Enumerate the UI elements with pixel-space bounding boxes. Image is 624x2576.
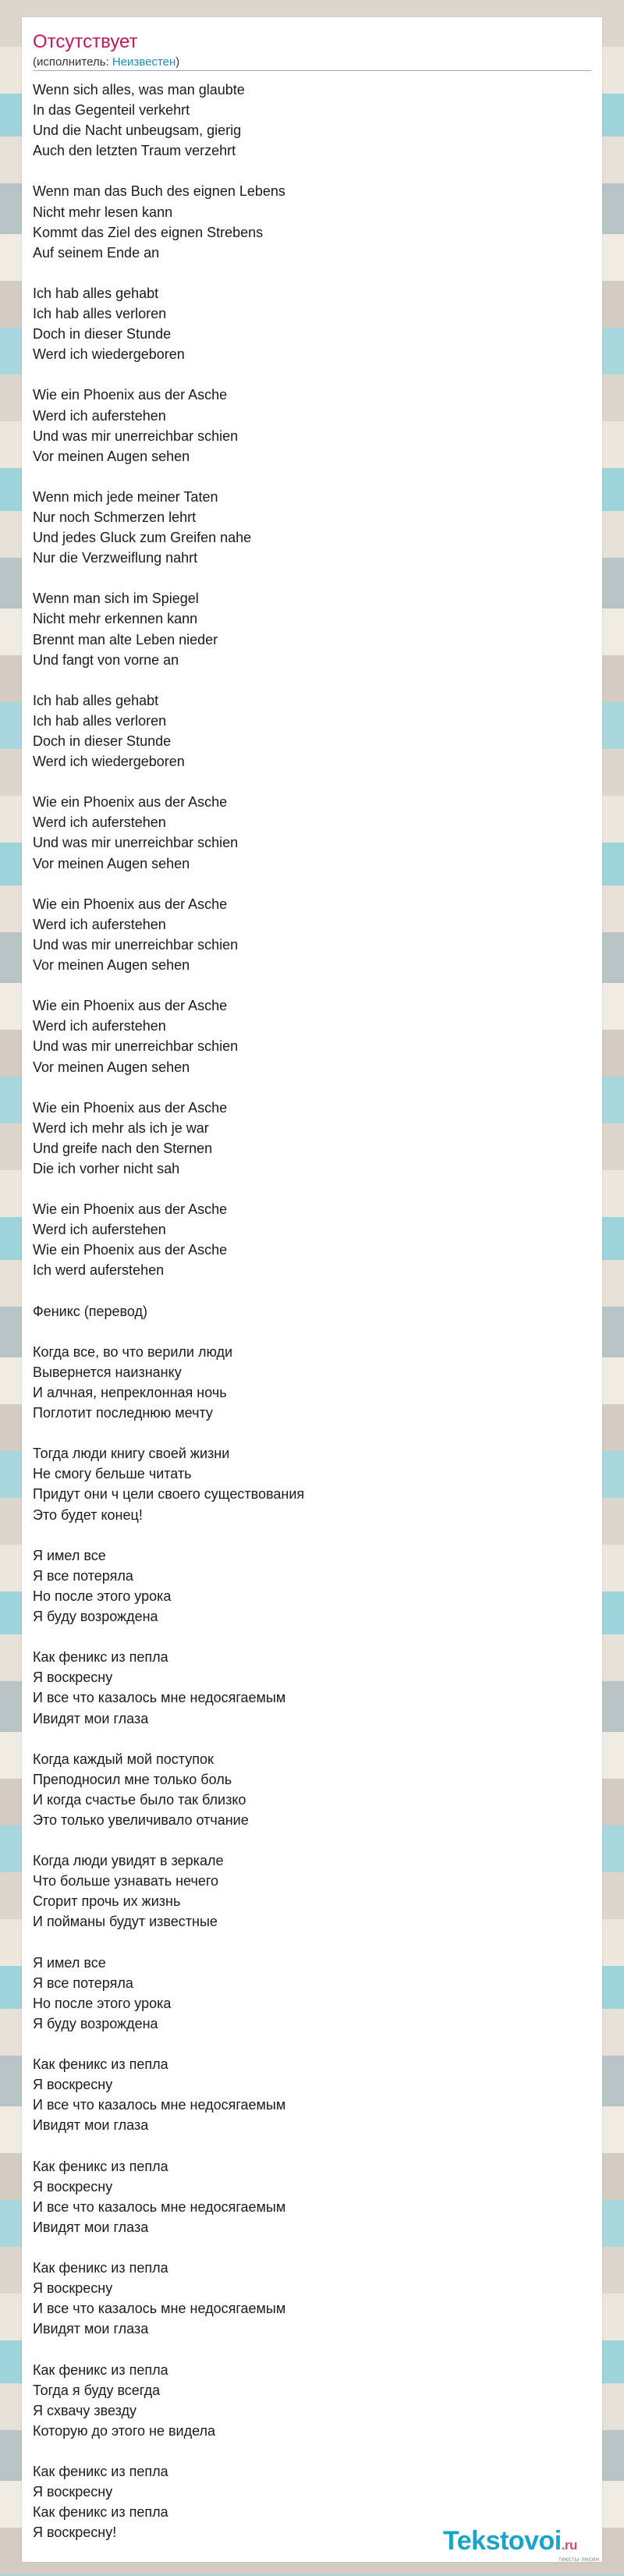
lyric-line: Которую до этого не видела: [33, 2422, 215, 2439]
lyric-line: Werd ich auferstehen: [33, 407, 166, 424]
lyric-line: Как феникс из пепла: [33, 2504, 168, 2521]
lyric-line: Тогда я буду всегда: [33, 2382, 161, 2398]
lyric-line: Wie ein Phoenix aus der Asche: [33, 794, 228, 811]
lyric-line: Это будет конец!: [33, 1506, 143, 1523]
stanza-gap: [33, 1627, 591, 1647]
stanza-gap: [33, 1932, 591, 1953]
lyric-line: Но после этого урока: [33, 1995, 172, 2011]
lyric-line: Und was mir unerreichbar schien: [33, 1038, 239, 1055]
lyric-line: Wie ein Phoenix aus der Asche: [33, 1099, 228, 1116]
logo-tld: .ru: [561, 2538, 577, 2553]
artist-link[interactable]: Неизвестен: [112, 55, 176, 69]
stanza-gap: [33, 1077, 591, 1098]
stanza-gap: [33, 1830, 591, 1850]
stanza-gap: [33, 2237, 591, 2258]
lyric-line: Преподносил мне только боль: [33, 1771, 232, 1787]
lyric-line: Но после этого урока: [33, 1588, 172, 1604]
lyric-line: Ich hab alles verloren: [33, 712, 167, 729]
lyric-line: Как феникс из пепла: [33, 1649, 168, 1666]
lyric-line: Я воскресну: [33, 1669, 113, 1686]
site-logo[interactable]: [443, 2528, 577, 2554]
lyric-line: Ивидят мои глаза: [33, 2117, 149, 2134]
lyric-line: Поглотит последнюю мечту: [33, 1405, 213, 1421]
stanza-gap: [33, 1322, 591, 1342]
lyric-line: И все что казалось мне недосягаемым: [33, 2301, 286, 2317]
lyric-line: Und fangt von vorne an: [33, 651, 179, 668]
lyric-line: Wenn mich jede meiner Taten: [33, 488, 218, 505]
lyric-line: Сгорит прочь их жизнь: [33, 1893, 181, 1910]
stanza-gap: [33, 1179, 591, 1199]
lyric-line: Wie ein Phoenix aus der Asche: [33, 387, 228, 403]
lyric-line: Я буду возрождена: [33, 2015, 158, 2031]
lyric-line: Когда люди увидят в зеркале: [33, 1853, 224, 1869]
lyric-line: Как феникс из пепла: [33, 2158, 168, 2174]
stanza-gap: [33, 2339, 591, 2359]
stanza-gap: [33, 670, 591, 690]
lyric-line: Vor meinen Augen sehen: [33, 855, 190, 871]
lyric-line: Я воскресну: [33, 2178, 113, 2195]
lyric-line: Vor meinen Augen sehen: [33, 957, 190, 974]
lyric-line: Doch in dieser Stunde: [33, 733, 172, 749]
stanza-gap: [33, 772, 591, 792]
lyric-line: Wie ein Phoenix aus der Asche: [33, 998, 228, 1014]
artist-suffix: ): [176, 55, 180, 69]
artist-prefix: (исполнитель:: [33, 55, 112, 69]
stanza-gap: [33, 467, 591, 487]
lyric-line: Nicht mehr lesen kann: [33, 204, 173, 220]
lyric-line: Что больше узнавать нечего: [33, 1873, 219, 1889]
lyric-line: Die ich vorher nicht sah: [33, 1160, 180, 1176]
lyric-line: Я воскресну: [33, 2484, 113, 2500]
lyric-line: И все что казалось мне недосягаемым: [33, 2097, 286, 2113]
lyric-line: Я имел все: [33, 1954, 106, 1971]
lyric-line: Werd ich wiedergeboren: [33, 754, 185, 770]
lyric-line: Und die Nacht unbeugsam, gierig: [33, 122, 242, 139]
lyric-line: Werd ich auferstehen: [33, 1018, 166, 1034]
stanza-gap: [33, 2441, 591, 2461]
lyric-line: Und was mir unerreichbar schien: [33, 936, 239, 953]
lyric-line: Ich hab alles gehabt: [33, 285, 159, 301]
lyric-line: Werd ich mehr als ich je war: [33, 1119, 209, 1136]
lyric-line: Nicht mehr erkennen kann: [33, 611, 198, 627]
lyric-line: Не смогу бельше читать: [33, 1466, 192, 1482]
lyric-line: Wenn man sich im Spiegel: [33, 591, 199, 607]
lyric-line: И алчная, непреклонная ночь: [33, 1385, 227, 1400]
lyric-line: Doch in dieser Stunde: [33, 326, 172, 342]
lyric-line: Как феникс из пепла: [33, 2463, 168, 2479]
lyric-line: Werd ich auferstehen: [33, 1222, 166, 1238]
lyrics-text: [33, 80, 591, 2542]
lyric-line: Und was mir unerreichbar schien: [33, 835, 239, 851]
lyric-line: Я воскресну!: [33, 2525, 117, 2541]
lyric-line: In das Gegenteil verkehrt: [33, 102, 190, 119]
lyric-line: Und greife nach den Sternen: [33, 1140, 213, 1156]
lyric-line: Auf seinem Ende an: [33, 244, 160, 261]
lyric-line: Werd ich auferstehen: [33, 814, 166, 831]
song-title: Отсутствует: [33, 31, 138, 52]
lyric-line: Wie ein Phoenix aus der Asche: [33, 896, 228, 912]
lyric-line: Und jedes Gluck zum Greifen nahe: [33, 530, 252, 546]
lyric-line: Я все потеряла: [33, 1975, 133, 1991]
stanza-gap: [33, 1525, 591, 1545]
title-divider: [33, 70, 591, 71]
lyric-line: Я воскресну: [33, 2077, 113, 2093]
lyric-line: Как феникс из пепла: [33, 2361, 168, 2378]
stanza-gap: [33, 1729, 591, 1749]
stanza-gap: [33, 874, 591, 894]
lyric-line: Ивидят мои глаза: [33, 2219, 149, 2235]
stanza-gap: [33, 1281, 591, 1301]
lyric-line: Nur noch Schmerzen lehrt: [33, 509, 197, 525]
stanza-gap: [33, 161, 591, 181]
lyric-line: Тогда люди книгу своей жизни: [33, 1446, 230, 1462]
lyric-line: Nur die Verzweiflung nahrt: [33, 550, 198, 566]
lyric-line: Ивидят мои глаза: [33, 2321, 149, 2337]
lyric-line: Wenn man das Buch des eignen Lebens: [33, 183, 285, 200]
lyric-line: Вывернется наизнанку: [33, 1364, 182, 1380]
lyric-line: Когда каждый мой поступок: [33, 1751, 214, 1767]
lyric-line: Wenn sich alles, was man glaubte: [33, 82, 245, 98]
lyric-line: Vor meinen Augen sehen: [33, 448, 190, 464]
logo-tagline: тексты песен: [558, 2556, 600, 2563]
stanza-gap: [33, 1423, 591, 1443]
lyric-line: Я все потеряла: [33, 1567, 133, 1584]
lyric-line: Феникс (перевод): [33, 1303, 148, 1319]
lyric-line: Wie ein Phoenix aus der Asche: [33, 1242, 228, 1258]
artist-line: [33, 55, 179, 69]
lyric-line: Auch den letzten Traum verzehrt: [33, 143, 236, 159]
lyric-line: Werd ich auferstehen: [33, 916, 166, 932]
lyric-line: И когда счастье было так близко: [33, 1791, 246, 1808]
lyric-line: Ich hab alles gehabt: [33, 692, 159, 708]
stanza-gap: [33, 364, 591, 385]
lyric-line: Kommt das Ziel des eignen Strebens: [33, 224, 264, 240]
lyric-line: Vor meinen Augen sehen: [33, 1059, 190, 1075]
lyric-line: Это только увеличивало отчание: [33, 1811, 249, 1828]
stanza-gap: [33, 568, 591, 588]
lyric-line: Wie ein Phoenix aus der Asche: [33, 1201, 228, 1218]
lyric-line: Ich werd auferstehen: [33, 1262, 165, 1279]
lyric-line: Ивидят мои глаза: [33, 1710, 149, 1726]
lyric-line: И пойманы будут известные: [33, 1914, 218, 1930]
stanza-gap: [33, 975, 591, 995]
lyric-line: Как феникс из пепла: [33, 2260, 168, 2276]
lyric-line: И все что казалось мне недосягаемым: [33, 1690, 286, 1706]
stanza-gap: [33, 2034, 591, 2054]
lyric-line: Я схвачу звезду: [33, 2402, 136, 2418]
stanza-gap: [33, 2135, 591, 2156]
lyric-line: Werd ich wiedergeboren: [33, 346, 185, 363]
lyric-line: Придут они ч цели своего существования: [33, 1486, 305, 1503]
lyric-line: И все что казалось мне недосягаемым: [33, 2198, 286, 2215]
lyric-line: Brennt man alte Leben nieder: [33, 631, 218, 648]
lyric-line: Я имел все: [33, 1547, 106, 1563]
lyric-line: Когда все, во что верили люди: [33, 1343, 233, 1360]
lyric-line: Я буду возрождена: [33, 1609, 158, 1625]
lyric-line: Ich hab alles verloren: [33, 306, 167, 322]
stanza-gap: [33, 263, 591, 283]
lyric-line: Как феникс из пепла: [33, 2056, 168, 2073]
lyric-line: Я воскресну: [33, 2280, 113, 2297]
lyric-line: Und was mir unerreichbar schien: [33, 428, 239, 444]
logo-name: Tekstovoi: [443, 2526, 562, 2556]
